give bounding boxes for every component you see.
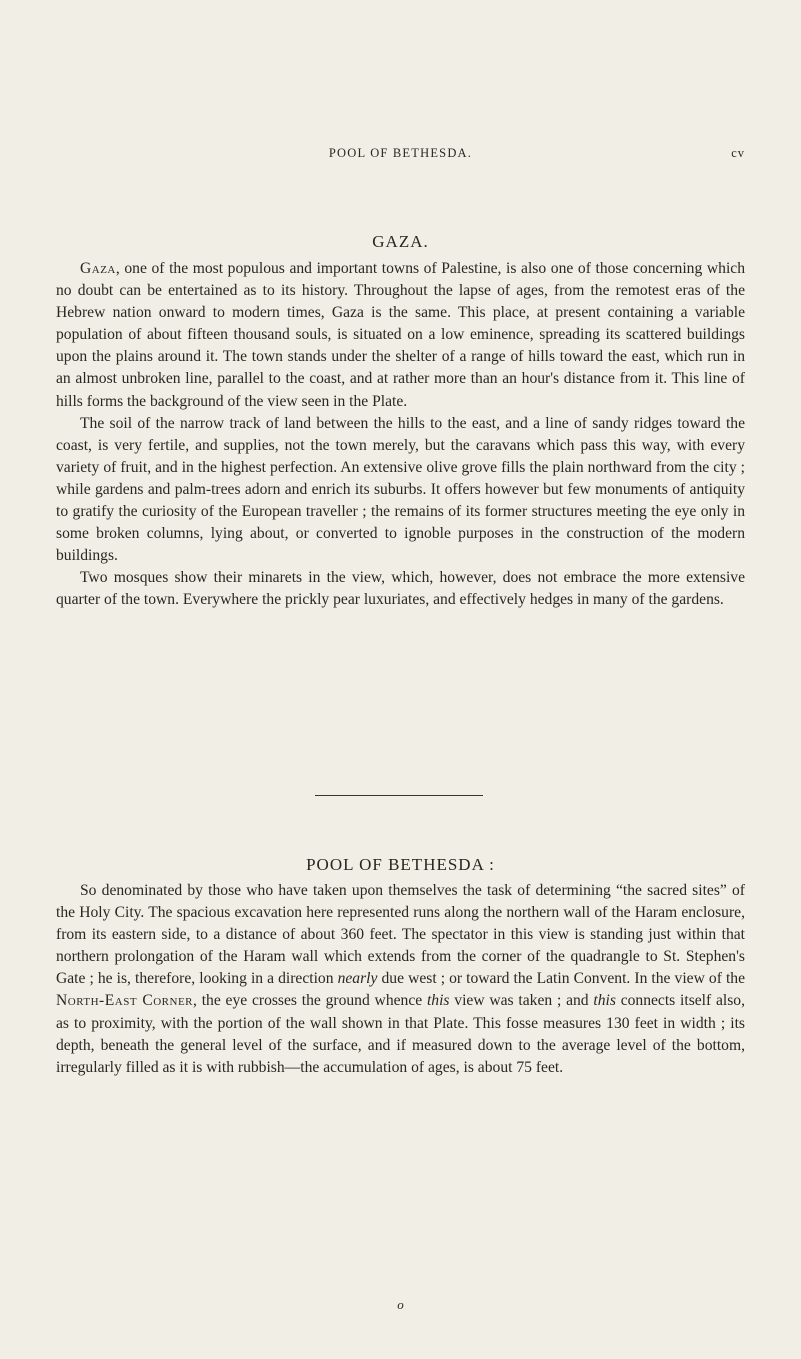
paragraph <box>56 258 745 413</box>
italic-run: this <box>593 992 616 1010</box>
paragraph-text: , one of the most populous and important towns of Palestine, is also one of those concerning which no doubt can be entertained as to its history. Throughout the lapse of ages, from the remotest eras of the Hebrew nation onward to modern times, Gaza is the same. This place, at present containing a variable population of about fifteen thousand souls, is situated on a low eminence, spreading its scattered buildings upon the plains around it. The town stands under the shelter of a range of hills toward the east, which run in an almost unbroken line, parallel to the coast, and at rather more than an hour's distance from it. This line of hills forms the background of the view seen in the Plate. <box>56 260 745 410</box>
text-run: due west ; or toward the Latin Convent. In the view of the <box>377 970 745 988</box>
section-body-gaza <box>56 258 745 612</box>
page-number: cv <box>731 146 745 160</box>
signature-mark: o <box>397 1297 404 1312</box>
paragraph <box>56 880 745 1079</box>
text-run: connects itself also, as to proximity, with the portion of the wall shown in that Plate. This fosse measures 130 feet in width ; its depth, beneath the general level of the surface, and if measured down to the average level of the bottom, irregularly filled as it is with rubbish—the accumulation of ages, is about 75 feet. <box>56 992 746 1076</box>
section-divider <box>315 795 483 796</box>
section-heading-pool: POOL OF BETHESDA : <box>306 855 495 874</box>
section-heading-gaza: GAZA. <box>372 232 429 251</box>
text-run: So denominated by those who have taken upon themselves the task of determining “the sacred sites” of the Holy City. The spacious excavation here represented runs along the northern wall of the Haram enclosure, from its eastern side, to a distance of about 360 feet. The spectator in this view is standing just within that northern prolongation of the Haram wall which extends from the corner of the quadrangle to St. Stephen's Gate ; he is, therefore, looking in a direction <box>56 882 745 988</box>
running-title: POOL OF BETHESDA. <box>328 146 473 160</box>
lead-word: Gaza <box>80 260 116 277</box>
section-body-pool <box>56 880 745 1079</box>
smallcaps-run: North-East Corner <box>56 992 194 1010</box>
paragraph: The soil of the narrow track of land between the hills to the east, and a line of sandy ridges toward the coast, is very fertile, and supplies, not the town merely, but the caravans which pass this way, with every variety of fruit, and in the highest perfection. An extensive olive grove fills the plain northward from the city ; while gardens and palm-trees adorn and enrich its suburbs. It offers however but few monuments of antiquity to gratify the curiosity of the European traveller ; the remains of its former structures meeting the eye only in some broken columns, lying about, or converted to ignoble purposes in the construction of the modern buildings. <box>56 414 745 565</box>
italic-run: nearly <box>337 970 378 988</box>
text-run: , the eye crosses the ground whence <box>193 992 427 1010</box>
text-run: view was taken ; and <box>449 992 594 1010</box>
paragraph: Two mosques show their minarets in the view, which, however, does not embrace the more extensive quarter of the town. Everywhere the prickly pear luxuriates, and effectively hedges in many of the gardens. <box>56 569 745 609</box>
italic-run: this <box>426 992 450 1010</box>
running-head <box>0 146 801 166</box>
